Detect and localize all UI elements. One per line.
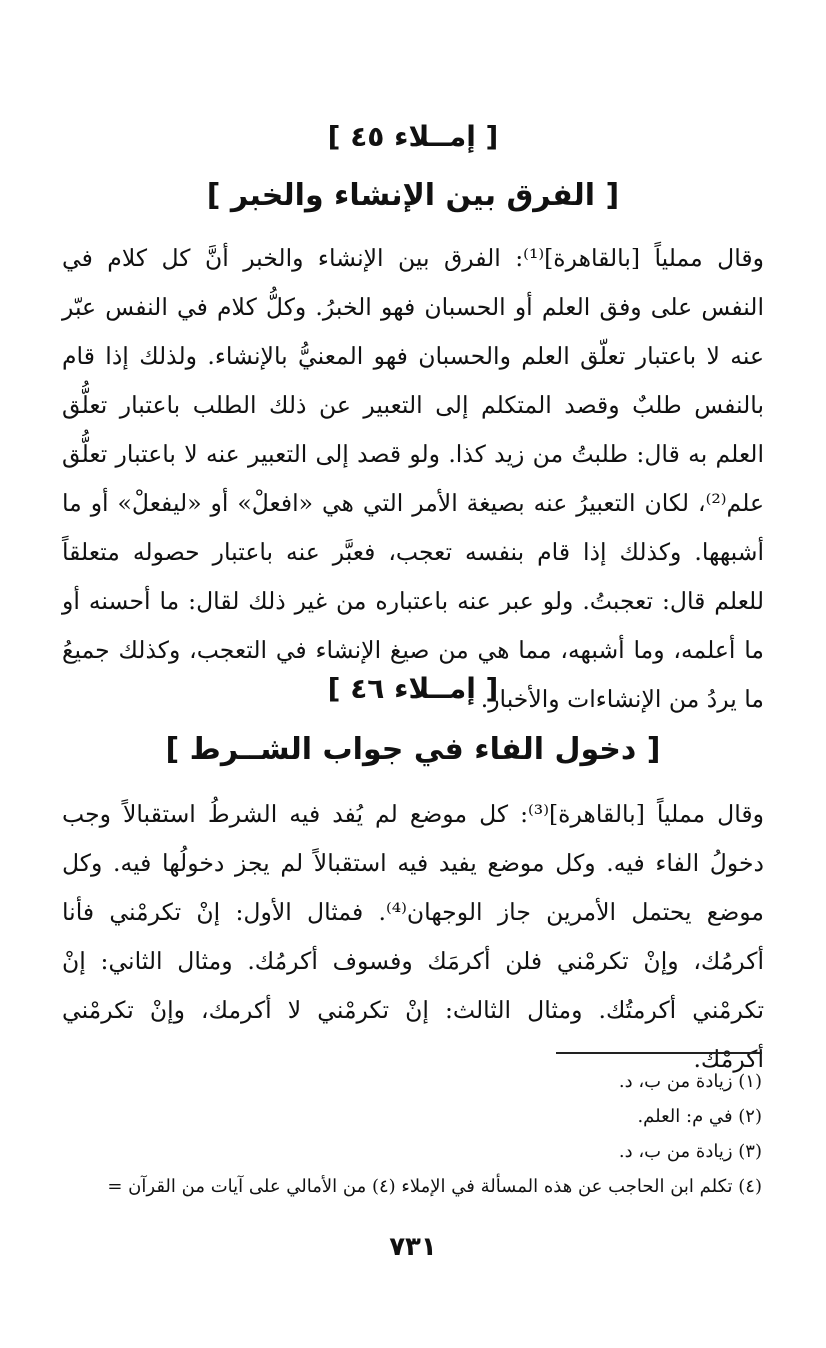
footnote-4: (٤) تكلم ابن الحاجب عن هذه المسألة في الإملاء (٤) من الأمالي على آيات من القرآن = — [107, 1176, 762, 1197]
section-46-title: [ دخول الفاء في جواب الشــرط ] — [165, 732, 661, 767]
imla-46-heading: [ إمــلاء ٤٦ ] — [327, 672, 499, 705]
page-number: ٧٣١ — [389, 1232, 437, 1262]
footnotes — [40, 1064, 762, 1204]
footnote-divider — [556, 1052, 762, 1054]
section-45-title: [ الفرق بين الإنشاء والخبر ] — [206, 178, 620, 213]
footnote-1: (١) زيادة من ب، د. — [618, 1071, 762, 1092]
section-45-body: وقال مملياً [بالقاهرة]⁽¹⁾: الفرق بين الإنشاء والخبر أنَّ كل كلام في النفس على وفق العلم أو الحسبان فهو الخبرُ. وكلُّ كلام في النفس عبّر عنه لا باعتبار تعلّق العلم والحسبان فهو المعنيُّ بالإنشاء. ولذلك إذا قام بالنفس طلبٌ وقصد المتكلم إلى التعبير عن ذلك الطلب باعتبار تعلُّق العلم به قال: طلبتُ من زيد كذا. ولو قصد إلى التعبير عنه لا باعتبار تعلُّق علم⁽²⁾، لكان التعبيرُ عنه بصيغة الأمر التي هي «افعلْ» أو «ليفعلْ» أو ما أشبهها. وكذلك إذا قام بنفسه تعجب، فعبَّر عنه باعتبار حصوله متعلقاً للعلم قال: تعجبتُ. ولو عبر عنه باعتباره من غير ذلك لقال: ما أحسنه أو ما أعلمه، وما أشبهه، مما هي من صيغ الإنشاء في التعجب، وكذلك جميعُ ما يردُ من الإنشاءات والأخبار. — [62, 244, 764, 713]
section-46-body: وقال مملياً [بالقاهرة]⁽³⁾: كل موضع لم يُفد فيه الشرطُ استقبالاً وجب دخولُ الفاء فيه. وكل موضع يفيد فيه استقبالاً لم يجز دخولُها فيه. وكل موضع يحتمل الأمرين جاز الوجهان⁽⁴⁾. فمثال الأول: إنْ تكرمْني فأنا أكرمُك، وإنْ تكرمْني فلن أكرمَك وفسوف أكرمُك. ومثال الثاني: إنْ تكرمْني أكرمتُك. ومثال الثالث: إنْ تكرمْني لا أكرمك، وإنْ تكرمْني أكرمْك. — [62, 800, 765, 1073]
footnote-2: (٢) في م: العلم. — [637, 1106, 762, 1127]
imla-45-heading: [ إمــلاء ٤٥ ] — [327, 120, 499, 153]
footnote-3: (٣) زيادة من ب، د. — [618, 1141, 762, 1162]
